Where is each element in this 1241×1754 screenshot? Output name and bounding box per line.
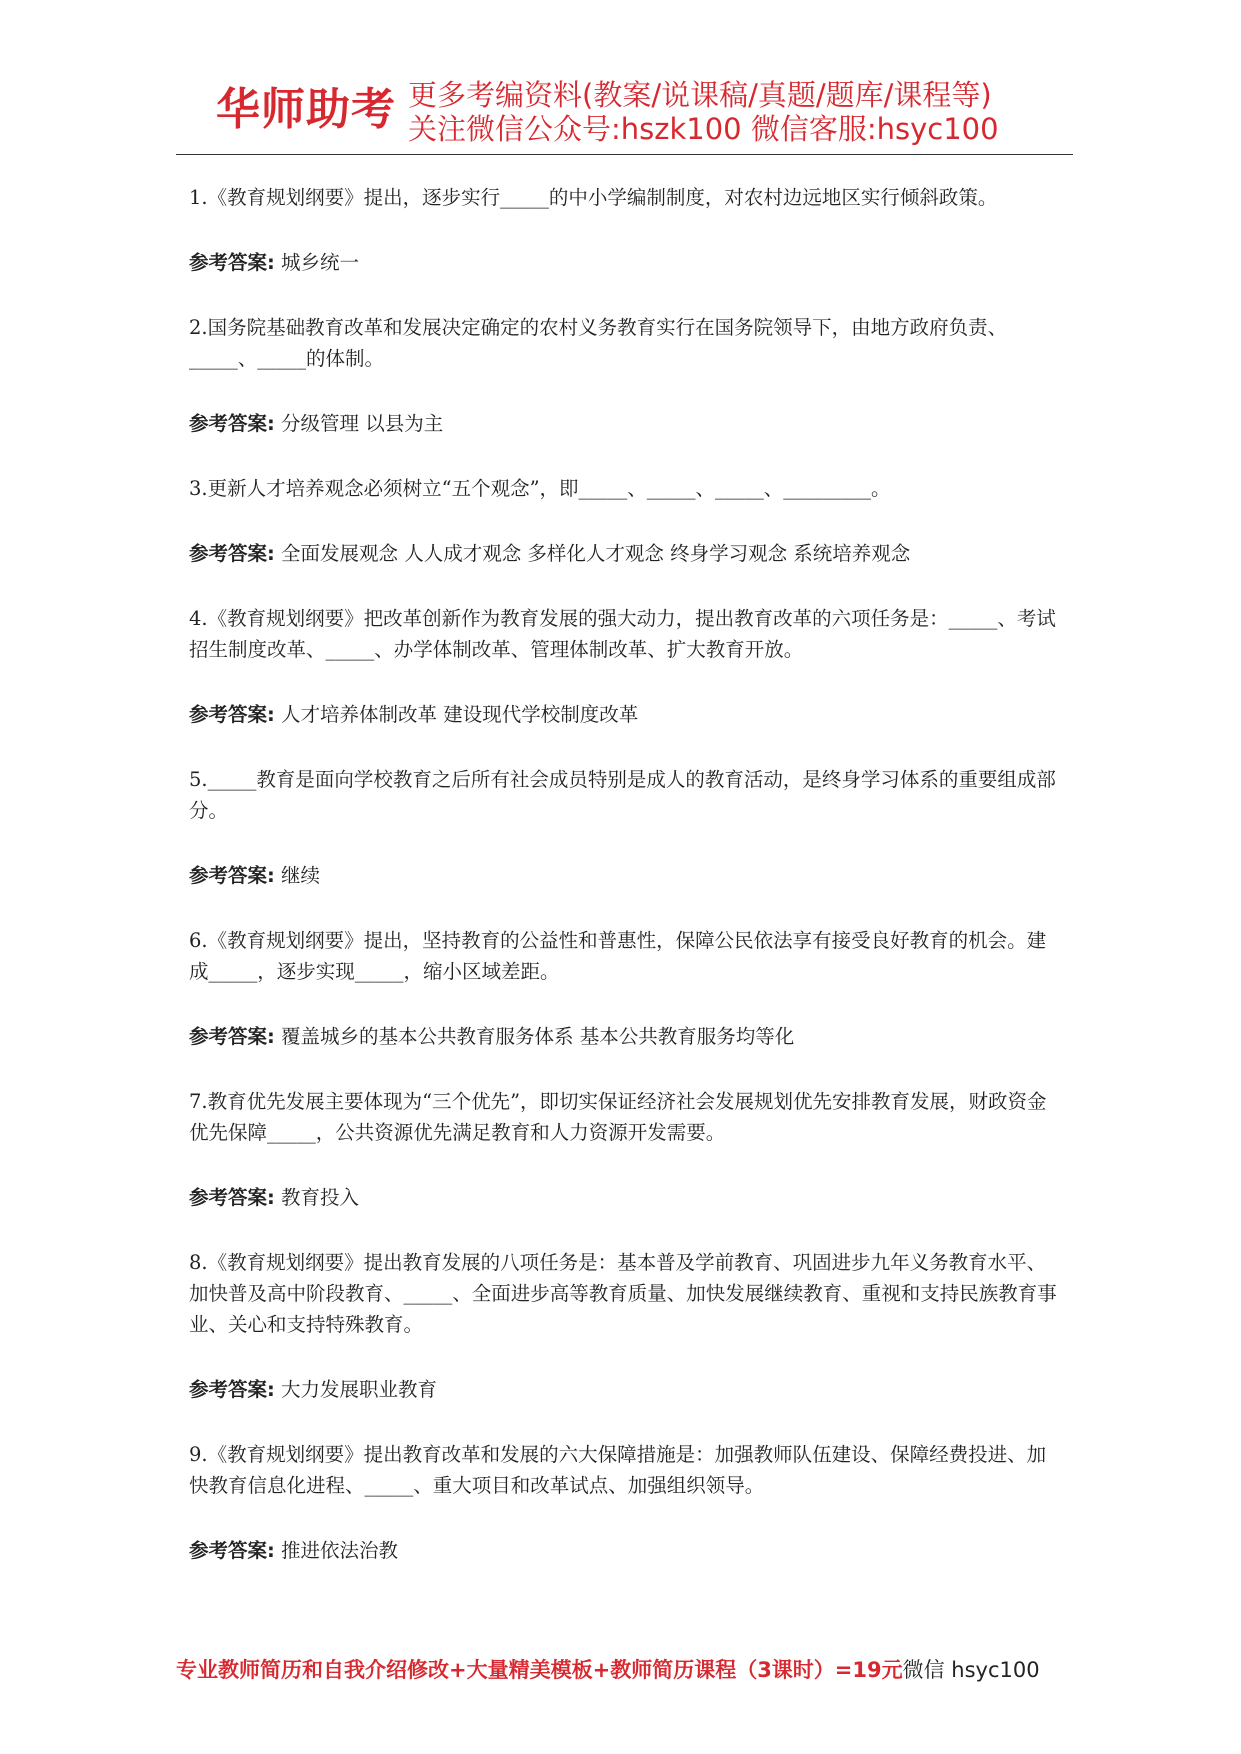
question-text: 7.教育优先发展主要体现为“三个优先”，即切实保证经济社会发展规划优先安排教育发展，财政资金优先保障_____，公共资源优先满足教育和人力资源开发需要。: [189, 1090, 1047, 1144]
answer-row: [189, 538, 1059, 569]
question-item-6: [189, 925, 1059, 1052]
answer-row: [189, 1021, 1059, 1052]
answer-label: 参考答案:: [189, 864, 275, 887]
answer-label: 参考答案:: [189, 412, 275, 435]
page-footer: [176, 1654, 1076, 1684]
question-text: 1.《教育规划纲要》提出，逐步实行_____的中小学编制制度，对农村边远地区实行倾斜政策。: [189, 186, 998, 209]
footer-contact: 微信 hsyc100: [902, 1658, 1040, 1682]
answer-row: [189, 860, 1059, 891]
promo-line-1: 更多考编资料(教案/说课稿/真题/题库/课程等): [408, 78, 992, 112]
answer-label: 参考答案:: [189, 1378, 275, 1401]
question-text: 4.《教育规划纲要》把改革创新作为教育发展的强大动力，提出教育改革的六项任务是：_____、考试招生制度改革、_____、办学体制改革、管理体制改革、扩大教育开放。: [189, 607, 1056, 661]
question-item-3: [189, 473, 1059, 569]
question-item-4: [189, 603, 1059, 730]
answer-text: 继续: [281, 864, 321, 887]
answer-label: 参考答案:: [189, 1539, 275, 1562]
answer-row: [189, 699, 1059, 730]
answer-row: [189, 1374, 1059, 1405]
question-text: 5._____教育是面向学校教育之后所有社会成员特别是成人的教育活动，是终身学习体系的重要组成部分。: [189, 768, 1056, 822]
question-text: 6.《教育规划纲要》提出，坚持教育的公益性和普惠性，保障公民依法享有接受良好教育的机会。建成_____，逐步实现_____，缩小区域差距。: [189, 929, 1047, 983]
answer-row: [189, 247, 1059, 278]
answer-text: 大力发展职业教育: [281, 1378, 438, 1401]
brand-logo-text: 华师助考: [216, 84, 396, 135]
answer-text: 城乡统一: [281, 251, 360, 274]
answer-text: 全面发展观念 人人成才观念 多样化人才观念 终身学习观念 系统培养观念: [281, 542, 911, 565]
answer-label: 参考答案:: [189, 251, 275, 274]
question-list: [189, 182, 1059, 1600]
answer-row: [189, 1535, 1059, 1566]
header-divider: [176, 154, 1073, 155]
question-item-1: [189, 182, 1059, 278]
answer-label: 参考答案:: [189, 703, 275, 726]
answer-text: 推进依法治教: [281, 1539, 399, 1562]
question-item-5: [189, 764, 1059, 891]
question-item-9: [189, 1439, 1059, 1566]
question-item-7: [189, 1086, 1059, 1213]
question-item-2: [189, 312, 1059, 439]
question-text: 3.更新人才培养观念必须树立“五个观念”，即_____、_____、_____、_________。: [189, 477, 891, 500]
question-item-8: [189, 1247, 1059, 1405]
question-text: 2.国务院基础教育改革和发展决定确定的农村义务教育实行在国务院领导下，由地方政府负责、_____、_____的体制。: [189, 316, 1008, 370]
promo-banner: [408, 78, 999, 146]
page-header: [176, 74, 1076, 154]
answer-text: 分级管理 以县为主: [281, 412, 444, 435]
question-text: 9.《教育规划纲要》提出教育改革和发展的六大保障措施是：加强教师队伍建设、保障经费投进、加快教育信息化进程、_____、重大项目和改革试点、加强组织领导。: [189, 1443, 1047, 1497]
answer-label: 参考答案:: [189, 1186, 275, 1209]
footer-promo: 专业教师简历和自我介绍修改+大量精美模板+教师简历课程（3课时）=19元: [176, 1658, 903, 1682]
answer-label: 参考答案:: [189, 1025, 275, 1048]
answer-row: [189, 1182, 1059, 1213]
answer-label: 参考答案:: [189, 542, 275, 565]
answer-text: 覆盖城乡的基本公共教育服务体系 基本公共教育服务均等化: [281, 1025, 795, 1048]
promo-line-2: 关注微信公众号:hszk100 微信客服:hsyc100: [408, 112, 999, 146]
question-text: 8.《教育规划纲要》提出教育发展的八项任务是：基本普及学前教育、巩固进步九年义务教育水平、加快普及高中阶段教育、_____、全面进步高等教育质量、加快发展继续教育、重视和支持民族教育事业、关心和支持特殊教育。: [189, 1251, 1057, 1336]
answer-text: 人才培养体制改革 建设现代学校制度改革: [281, 703, 639, 726]
answer-text: 教育投入: [281, 1186, 360, 1209]
answer-row: [189, 408, 1059, 439]
